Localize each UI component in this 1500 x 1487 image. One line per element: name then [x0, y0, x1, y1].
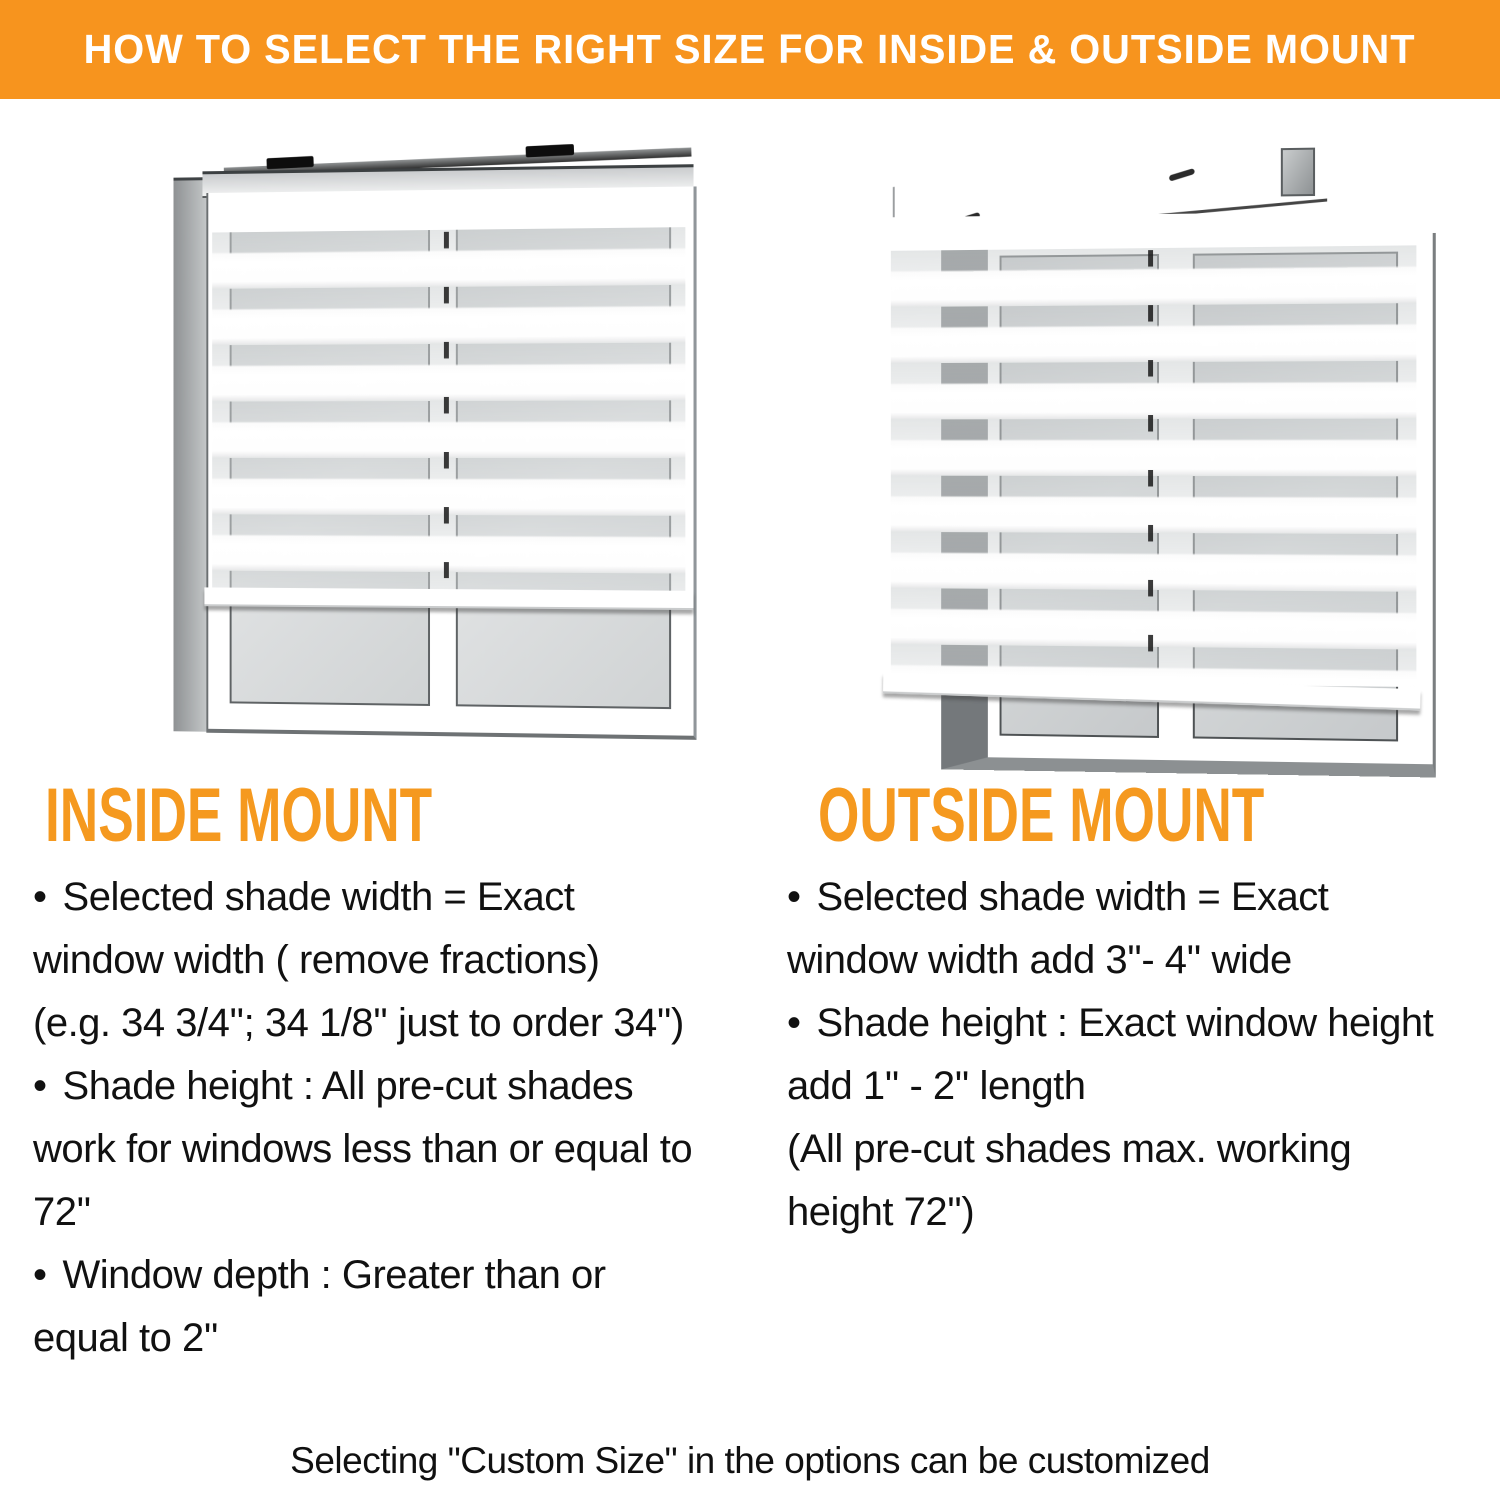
shade-bottom-rail [204, 587, 693, 610]
outside-mount-instructions [787, 866, 1433, 1244]
continuation-line [33, 1307, 692, 1370]
bullet-line [33, 1055, 692, 1118]
header-banner [0, 0, 1500, 99]
instruction-text: window width add 3''- 4'' wide [787, 938, 1292, 982]
instruction-text: Selected shade width = Exact [816, 875, 1329, 919]
instruction-text: work for windows less than or equal to [33, 1127, 693, 1171]
instruction-text: Shade height : All pre-cut shades [62, 1064, 634, 1108]
page-title: HOW TO SELECT THE RIGHT SIZE FOR INSIDE & OUTSIDE MOUNT [84, 26, 1416, 72]
instruction-text: add 1'' - 2'' length [787, 1064, 1086, 1108]
bullet-icon: • [33, 1253, 47, 1297]
bullet-line [787, 866, 1433, 929]
inside-mount-instructions [33, 866, 692, 1370]
continuation-line [787, 1118, 1433, 1181]
shade-gap-slits [1148, 248, 1153, 670]
outside-mount-heading: OUTSIDE MOUNT [818, 773, 1265, 858]
outside-mount-illustration [891, 138, 1439, 767]
instruction-text: (e.g. 34 3/4''; 34 1/8'' just to order 34'') [33, 1001, 684, 1045]
continuation-line [33, 1181, 692, 1244]
screw-mark [1169, 168, 1196, 182]
bullet-icon: • [33, 875, 47, 919]
continuation-line [33, 929, 692, 992]
instruction-text: window width ( remove fractions) [33, 938, 600, 982]
continuation-line [787, 929, 1433, 992]
continuation-line [33, 1118, 692, 1181]
instruction-text: height 72'') [787, 1190, 975, 1234]
bullet-icon: • [787, 875, 801, 919]
instruction-text: 72'' [33, 1190, 91, 1234]
custom-size-note: Selecting "Custom Size" in the options can be customized [290, 1440, 1210, 1481]
inside-mount-heading: INSIDE MOUNT [45, 773, 433, 858]
continuation-line [787, 1055, 1433, 1118]
zebra-shade [891, 211, 1417, 687]
continuation-line [787, 1181, 1433, 1244]
instruction-text: Selected shade width = Exact [62, 875, 575, 919]
footer-note [0, 1440, 1500, 1482]
instruction-text: Shade height : Exact window height [816, 1001, 1434, 1045]
window-frame-left-edge [173, 177, 206, 732]
bullet-line [33, 1244, 692, 1307]
bullet-line [787, 992, 1433, 1055]
continuation-line [33, 992, 692, 1055]
bullet-line [33, 866, 692, 929]
bullet-icon: • [33, 1064, 47, 1108]
instruction-text: Window depth : Greater than or [62, 1253, 606, 1297]
instruction-text: equal to 2'' [33, 1316, 218, 1360]
inside-mount-illustration [173, 154, 697, 750]
zebra-shade [212, 193, 685, 594]
instruction-text: (All pre-cut shades max. working [787, 1127, 1352, 1171]
shade-gap-slits [444, 230, 449, 578]
corner-bracket [1281, 148, 1315, 197]
bullet-icon: • [787, 1001, 801, 1045]
